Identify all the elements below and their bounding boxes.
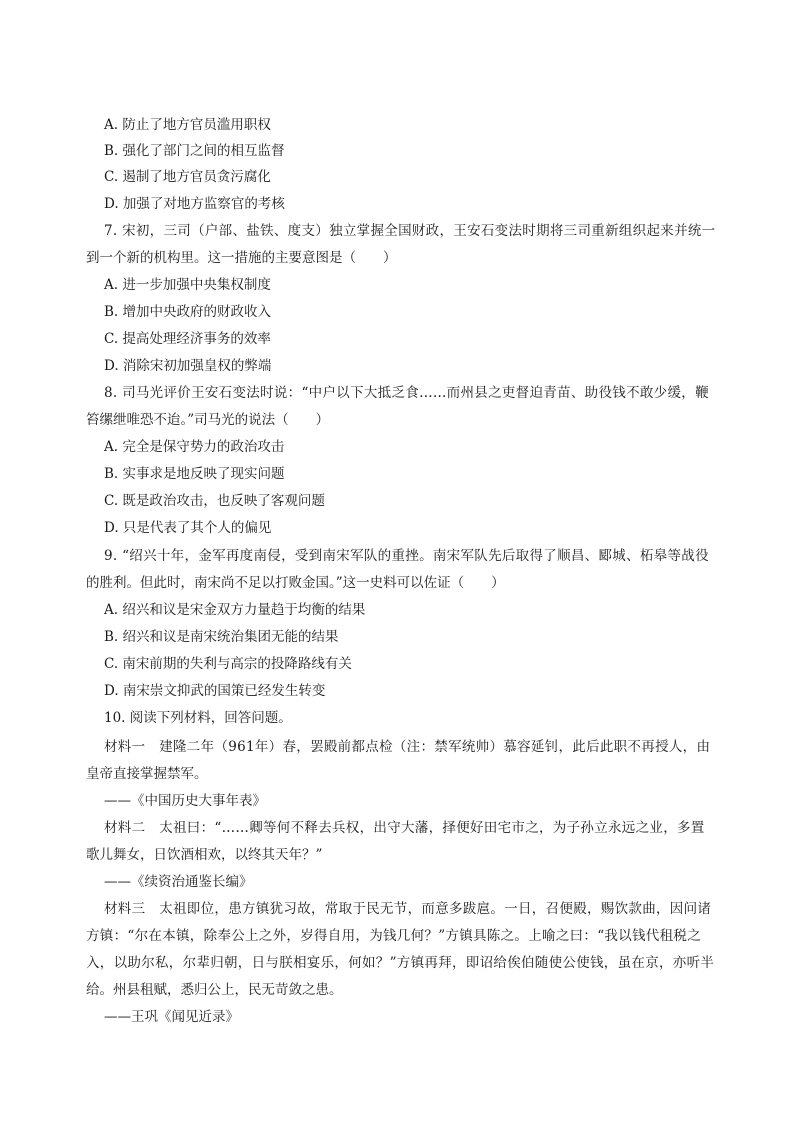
material-3-line1: 材料三 太祖即位，患方镇犹习故，常取于民无节，而意多跋扈。一日，召便殿，赐饮款曲，因问诸: [104, 901, 712, 917]
material-3-line2: 方镇：“尔在本镇，除奉公上之外，岁得自用，为钱几何？”方镇具陈之。上喻之曰：“我以钱代租税之: [86, 928, 702, 944]
q6-option-b: B. 强化了部门之间的相互监督: [104, 143, 285, 159]
q9-option-c: C. 南宋前期的失利与高宗的投降路线有关: [104, 656, 352, 672]
material-3-line4: 给。州县租赋，悉归公上，民无苛敛之患。: [86, 982, 343, 998]
q9-option-b: B. 绍兴和议是南宋统治集团无能的结果: [104, 629, 339, 645]
q7-option-d: D. 消除宋初加强皇权的弊端: [104, 358, 272, 374]
q6-option-c: C. 遏制了地方官员贪污腐化: [104, 169, 271, 185]
q9-stem-line1: 9. “绍兴十年，金军再度南侵，受到南宋军队的重挫。南宋军队先后取得了顺昌、郾城、柘皋等战役: [104, 548, 709, 564]
q10-stem: 10. 阅读下列材料，回答问题。: [104, 710, 292, 726]
q6-option-a: A. 防止了地方官员滥用职权: [104, 117, 271, 133]
q6-option-d: D. 加强了对地方监察官的考核: [104, 196, 285, 212]
q8-option-a: A. 完全是保守势力的政治攻击: [104, 439, 285, 455]
q7-stem-line2: 到一个新的机构里。这一措施的主要意图是（ ）: [86, 250, 397, 266]
material-1-line1: 材料一 建隆二年（961年）春，罢殿前都点检（注：禁军统帅）慕容延钊，此后此职不再授人，由: [104, 739, 711, 755]
material-2-source: ——《续资治通鉴长编》: [104, 874, 253, 890]
q8-stem-line1: 8. 司马光评价王安石变法时说：“中户以下大抵乏食……而州县之吏督迫青苗、助役钱不敢少缓，鞭: [104, 385, 709, 401]
material-1-source: ——《中国历史大事年表》: [104, 793, 266, 809]
material-3-source: ——王巩《闻见近录》: [104, 1009, 239, 1025]
q7-option-b: B. 增加中央政府的财政收入: [104, 304, 272, 320]
q7-stem-line1: 7. 宋初，三司（户部、盐铁、度支）独立掌握全国财政，王安石变法时期将三司重新组织起来并统一: [104, 223, 716, 239]
material-1-line2: 皇帝直接掌握禁军。: [86, 766, 208, 782]
q9-option-a: A. 绍兴和议是宋金双方力量趋于均衡的结果: [104, 602, 366, 618]
material-2-line2: 歌儿舞女，日饮酒相欢，以终其天年？”: [86, 847, 323, 863]
q7-option-c: C. 提高处理经济事务的效率: [104, 331, 271, 347]
q8-option-d: D. 只是代表了其个人的偏见: [104, 520, 272, 536]
q9-option-d: D. 南宋崇文抑武的国策已经发生转变: [104, 683, 326, 699]
material-2-line1: 材料二 太祖曰：“……卿等何不释去兵权，出守大藩，择便好田宅市之，为子孙立永远之业，多置: [104, 820, 705, 836]
q8-stem-line2: 笞缧绁唯恐不迨。”司马光的说法（ ）: [86, 412, 330, 428]
q8-option-c: C. 既是政治攻击，也反映了客观问题: [104, 493, 325, 509]
material-3-line3: 入，以助尔私，尔辈归朝，日与朕相宴乐，何如？”方镇再拜，即诏给俟伯随使公使钱，虽在京，亦听半: [86, 955, 715, 971]
q9-stem-line2: 的胜利。但此时，南宋尚不足以打败金国。”这一史料可以佐证（ ）: [86, 575, 505, 591]
q8-option-b: B. 实事求是地反映了现实问题: [104, 466, 285, 482]
q7-option-a: A. 进一步加强中央集权制度: [104, 277, 271, 293]
